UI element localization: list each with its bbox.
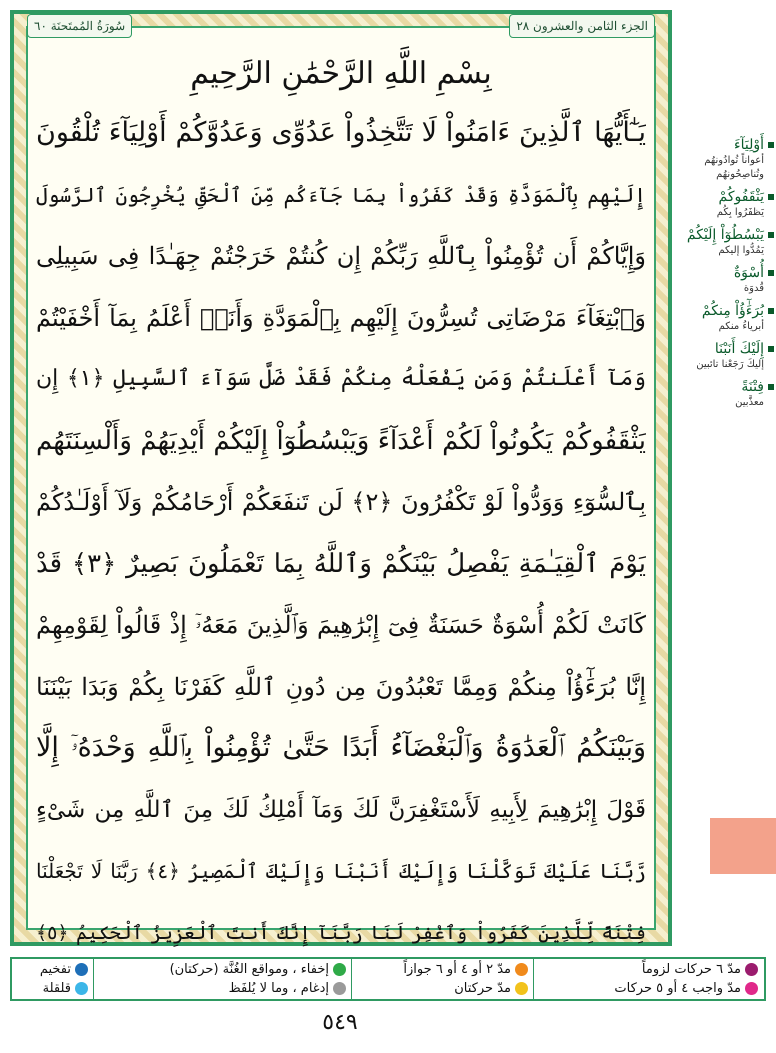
basmala: بِسْمِ اللَّهِ الرَّحْمَٰنِ الرَّحِيمِ (190, 56, 492, 91)
bullet-icon (768, 384, 774, 390)
text-line: وَبَيْنَكُمُ ٱلْعَدَٰوَةُ وَٱلْبَغْضَآءُ أَبَدًا حَتَّىٰ تُؤْمِنُواْ بِٱللَّهِ وَحْدَهُۥٓ إِلَّا (36, 732, 646, 763)
color-dot-icon (745, 982, 758, 995)
color-dot-icon (333, 982, 346, 995)
tajweed-legend (10, 957, 766, 1001)
glossary-word: يَثْقَفُوكُمْ (674, 188, 774, 206)
glossary-word: إِلَيْكَ أَنَبْنَا (674, 340, 774, 358)
page-number: ٥٤٩ (322, 1010, 358, 1035)
bullet-icon (768, 270, 774, 276)
quran-text (36, 104, 646, 965)
text-line: وَٱبْتِغَآءَ مَرْضَاتِى تُسِرُّونَ إِلَيْهِم بِٱلْمَوَدَّةِ وَأَنَا۠ أَعْلَمُ بِمَآ أَخْفَيْتُمْ (36, 303, 646, 332)
glossary-meaning: يَمُدُّوا إليكم (718, 245, 764, 256)
glossary-meaning: إليكَ رَجَعْنا تائبين (696, 359, 764, 370)
bullet-icon (768, 232, 774, 238)
legend-divider (93, 959, 94, 999)
text-line: قَوْلَ إِبْرَٰهِيمَ لِأَبِيهِ لَأَسْتَغْفِرَنَّ لَكَ وَمَآ أَمْلِكُ لَكَ مِنَ ٱللَّهِ مِن شَىْءٍ (36, 796, 646, 823)
glossary-sidebar (674, 130, 774, 410)
legend-item: تفخيم (40, 961, 88, 979)
legend-item: إخفاء ، ومواقع الغُنَّة (حركتان) (170, 961, 346, 979)
legend-item: مدّ واجب ٤ أو ٥ حركات (614, 980, 758, 998)
legend-column (533, 959, 764, 999)
color-dot-icon (75, 982, 88, 995)
juz-title-box (509, 14, 655, 38)
juz-title: الجزء الثامن والعشرون ٢٨ (516, 19, 648, 33)
surah-title: سُورَةُ المُمتَحنَة ٦٠ (34, 19, 126, 33)
glossary-meaning: معذَّبين (735, 397, 764, 408)
text-line: فِتْنَةً لِّلَّذِينَ كَفَرُواْ وَٱغْفِرْ لَنَا رَبَّنَآ إِنَّكَ أَنتَ ٱلْعَزِيزُ ٱلْحَكِيمُ ﴿٥﴾ (36, 921, 646, 944)
legend-item: مدّ ٢ أو ٤ أو ٦ جوازاً (403, 961, 528, 979)
text-line: وَإِيَّاكُمْ أَن تُؤْمِنُواْ بِٱللَّهِ رَبِّكُمْ إِن كُنتُمْ خَرَجْتُمْ جِهَـٰدًا فِى سَبِيلِى (36, 242, 646, 270)
glossary-meaning: أبرياءُ منكم (718, 321, 764, 332)
glossary-word: أَوْلِيَآءَ (674, 136, 774, 154)
glossary-word: أُسْوَةٌ (674, 264, 774, 282)
page-header (25, 14, 657, 40)
glossary-meaning: قُدوَة (743, 283, 764, 294)
legend-item: إدغام ، وما لا يُلفَظ (229, 980, 346, 998)
legend-divider (351, 959, 352, 999)
legend-divider (533, 959, 534, 999)
text-line: يَوْمَ ٱلْقِيَـٰمَةِ يَفْصِلُ بَيْنَكُمْ وَٱللَّهُ بِمَا تَعْمَلُونَ بَصِيرٌ ﴿٣﴾ قَدْ (36, 548, 646, 579)
text-line: إِلَيْهِم بِٱلْمَوَدَّةِ وَقَدْ كَفَرُواْ بِمَا جَآءَكُم مِّنَ ٱلْحَقِّ يُخْرِجُونَ ٱلرَّسُولَ (36, 182, 646, 207)
text-line: يَـٰٓأَيُّهَا ٱلَّذِينَ ءَامَنُواْ لَا تَتَّخِذُواْ عَدُوِّى وَعَدُوَّكُمْ أَوْلِيَآءَ تُلْقُونَ (36, 117, 646, 148)
text-line: يَثْقَفُوكُمْ يَكُونُواْ لَكُمْ أَعْدَآءً وَيَبْسُطُوٓاْ إِلَيْكُمْ أَيْدِيَهُمْ وَأَلْسِنَتَهُم (36, 425, 646, 456)
text-line: كَانَتْ لَكُمْ أُسْوَةٌ حَسَنَةٌ فِىٓ إِبْرَٰهِيمَ وَٱلَّذِينَ مَعَهُۥٓ إِذْ قَالُواْ لِقَوْمِهِمْ (36, 611, 646, 639)
color-dot-icon (333, 963, 346, 976)
bullet-icon (768, 308, 774, 314)
glossary-word: يَبْسُطُوٓاْ إِلَيْكُمْ (674, 226, 774, 244)
text-line: بِٱلسُّوٓءِ وَوَدُّواْ لَوْ تَكْفُرُونَ ﴿٢﴾ لَن تَنفَعَكُمْ أَرْحَامُكُمْ وَلَآ أَوْلَـٰدُكُمْ (36, 488, 646, 516)
bullet-icon (768, 194, 774, 200)
text-line: رَّبَّنَا عَلَيْكَ تَوَكَّلْنَا وَإِلَيْكَ أَنَبْنَا وَإِلَيْكَ ٱلْمَصِيرُ ﴿٤﴾ رَبَّنَا لَا تَجْعَلْنَا (36, 859, 646, 883)
text-line: وَمَآ أَعْلَنتُمْ وَمَن يَفْعَلْهُ مِنكُمْ فَقَدْ ضَلَّ سَوَآءَ ٱلسَّبِيلِ ﴿١﴾ إِن (36, 366, 646, 391)
glossary-word: بُرَءَٰٓؤُاْ مِنكُمْ (674, 302, 774, 320)
glossary-meaning: يَظفَرُوا بِكُم (716, 207, 764, 218)
legend-item: مدّ حركتان (454, 980, 528, 998)
bullet-icon (768, 142, 774, 148)
color-dot-icon (75, 963, 88, 976)
page-tab-marker (710, 818, 776, 874)
color-dot-icon (515, 963, 528, 976)
surah-title-box (27, 14, 132, 38)
text-line: إِنَّا بُرَءَٰٓؤُاْ مِنكُمْ وَمِمَّا تَعْبُدُونَ مِن دُونِ ٱللَّهِ كَفَرْنَا بِكُمْ وَبَدَا بَيْنَنَا (36, 672, 646, 701)
color-dot-icon (745, 963, 758, 976)
color-dot-icon (515, 982, 528, 995)
legend-item: قلقلة (43, 980, 88, 998)
glossary-meaning: أعواناً تُوادُونهُم وتُناصِحُونهُم (704, 155, 764, 180)
legend-item: مدّ ٦ حركات لزوماً (642, 961, 758, 979)
bullet-icon (768, 346, 774, 352)
glossary-word: فِتْنَةً (674, 378, 774, 396)
